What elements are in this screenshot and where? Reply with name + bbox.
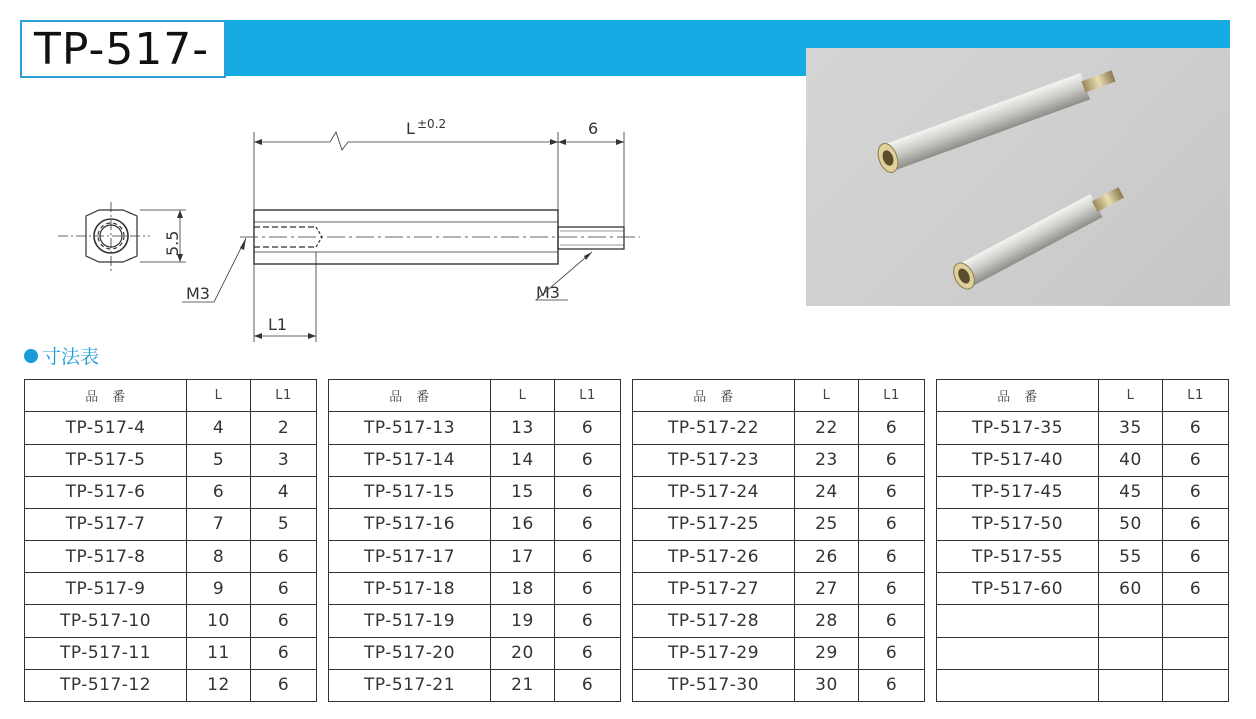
length-L1: 6 [1163,508,1229,540]
length-L: 19 [491,605,555,637]
part-no: TP-517-35 [937,412,1099,444]
header-L1: L1 [251,380,317,412]
part-no: TP-517-22 [633,412,795,444]
part-no: TP-517-29 [633,637,795,669]
length-L: 24 [795,476,859,508]
table-row [937,605,1229,637]
length-L1: 3 [251,444,317,476]
length-L: 17 [491,541,555,573]
thread-left-label: M3 [186,284,210,303]
table-row [25,508,317,540]
length-L: 7 [187,508,251,540]
part-no: TP-517-27 [633,573,795,605]
length-L: 11 [187,637,251,669]
header-part-no: 品 番 [25,380,187,412]
length-L: 16 [491,508,555,540]
table-row [937,476,1229,508]
part-no: TP-517-24 [633,476,795,508]
length-L: 15 [491,476,555,508]
bullet-dot-icon [24,349,38,363]
dimension-table-2 [328,379,621,702]
table-row [937,541,1229,573]
length-L1: 6 [251,573,317,605]
part-no: TP-517-40 [937,444,1099,476]
part-no: TP-517-8 [25,541,187,573]
dimension-table-3 [632,379,925,702]
length-L1: 6 [555,476,621,508]
dim-L-tolerance: ±0.2 [417,117,447,131]
header-L1: L1 [555,380,621,412]
length-L1: 6 [555,637,621,669]
table-row [25,637,317,669]
length-L1: 6 [251,605,317,637]
part-no: TP-517-14 [329,444,491,476]
length-L: 60 [1099,573,1163,605]
part-no: TP-517-6 [25,476,187,508]
technical-drawing [40,110,700,350]
length-L1 [1163,669,1229,701]
length-L: 25 [795,508,859,540]
page-title-text: TP-517- [34,23,210,75]
length-L1: 6 [859,637,925,669]
table-row [633,605,925,637]
header-part-no: 品 番 [633,380,795,412]
length-L: 4 [187,412,251,444]
length-L1: 2 [251,412,317,444]
length-L1: 4 [251,476,317,508]
length-L1: 6 [859,573,925,605]
table-row [937,444,1229,476]
length-L: 5 [187,444,251,476]
length-L1: 6 [1163,444,1229,476]
table-row [633,476,925,508]
part-no: TP-517-28 [633,605,795,637]
length-L: 18 [491,573,555,605]
length-L1: 6 [1163,541,1229,573]
length-L1: 6 [555,573,621,605]
part-no: TP-517-4 [25,412,187,444]
part-no: TP-517-21 [329,669,491,701]
table-row [633,573,925,605]
table-row [937,637,1229,669]
header-L: L [1099,380,1163,412]
product-photo [806,48,1230,306]
table-row [937,508,1229,540]
table-row [633,508,925,540]
part-no [937,605,1099,637]
length-L1: 6 [555,605,621,637]
length-L: 13 [491,412,555,444]
length-L: 8 [187,541,251,573]
table-row [633,412,925,444]
section-title-text: 寸法表 [42,346,100,368]
table-row [25,444,317,476]
dim-6-label: 6 [588,119,599,138]
length-L: 9 [187,573,251,605]
length-L: 23 [795,444,859,476]
dim-55-label: 5.5 [163,230,182,256]
length-L: 30 [795,669,859,701]
length-L1: 6 [1163,412,1229,444]
table-row [633,541,925,573]
length-L1: 6 [859,476,925,508]
table-row [25,412,317,444]
length-L1: 6 [859,508,925,540]
table-row [633,444,925,476]
length-L: 27 [795,573,859,605]
table-row [25,669,317,701]
length-L [1099,669,1163,701]
length-L1: 6 [555,541,621,573]
part-no: TP-517-7 [25,508,187,540]
length-L: 45 [1099,476,1163,508]
part-no: TP-517-19 [329,605,491,637]
length-L1: 6 [251,669,317,701]
table-row [329,508,621,540]
header-L: L [491,380,555,412]
header-L1: L1 [859,380,925,412]
part-no: TP-517-20 [329,637,491,669]
length-L: 40 [1099,444,1163,476]
part-no: TP-517-30 [633,669,795,701]
length-L1 [1163,605,1229,637]
part-no: TP-517-25 [633,508,795,540]
thread-right-label: M3 [536,283,560,302]
length-L: 35 [1099,412,1163,444]
dimension-table-4 [936,379,1229,702]
hex-end-view-icon [58,202,150,272]
part-no: TP-517-9 [25,573,187,605]
part-no [937,637,1099,669]
length-L1: 6 [1163,573,1229,605]
table-row [937,669,1229,701]
part-no: TP-517-16 [329,508,491,540]
table-row [633,637,925,669]
spacer-short-image [949,180,1127,293]
table-row [329,444,621,476]
length-L1: 6 [859,669,925,701]
table-row [25,476,317,508]
dim-L-label: L [406,119,415,138]
length-L: 21 [491,669,555,701]
length-L1: 6 [555,508,621,540]
table-row [25,605,317,637]
header-L: L [187,380,251,412]
length-L: 55 [1099,541,1163,573]
length-L1: 6 [859,444,925,476]
length-L [1099,637,1163,669]
table-row [25,541,317,573]
part-no [937,669,1099,701]
table-row [633,669,925,701]
length-L: 29 [795,637,859,669]
length-L1 [1163,637,1229,669]
spacer-long-image [874,62,1118,175]
part-no: TP-517-50 [937,508,1099,540]
part-no: TP-517-15 [329,476,491,508]
length-L: 20 [491,637,555,669]
length-L1: 6 [859,541,925,573]
header-part-no: 品 番 [329,380,491,412]
section-title [24,342,99,369]
length-L1: 6 [555,669,621,701]
table-row [329,605,621,637]
spacer-side-view-icon [240,210,640,264]
table-row [329,637,621,669]
length-L1: 6 [555,444,621,476]
part-no: TP-517-10 [25,605,187,637]
table-row [329,476,621,508]
length-L: 26 [795,541,859,573]
part-no: TP-517-11 [25,637,187,669]
length-L: 12 [187,669,251,701]
table-row [937,412,1229,444]
table-row [329,541,621,573]
table-row [25,573,317,605]
part-no: TP-517-60 [937,573,1099,605]
length-L: 22 [795,412,859,444]
header-L: L [795,380,859,412]
length-L1: 6 [555,412,621,444]
part-no: TP-517-12 [25,669,187,701]
length-L1: 6 [859,605,925,637]
header-part-no: 品 番 [937,380,1099,412]
length-L: 10 [187,605,251,637]
part-no: TP-517-18 [329,573,491,605]
part-no: TP-517-26 [633,541,795,573]
part-no: TP-517-23 [633,444,795,476]
dimension-table-1 [24,379,317,702]
part-no: TP-517-17 [329,541,491,573]
length-L1: 6 [251,541,317,573]
length-L1: 6 [859,412,925,444]
length-L: 50 [1099,508,1163,540]
part-no: TP-517-55 [937,541,1099,573]
table-row [329,573,621,605]
table-row [329,412,621,444]
part-no: TP-517-45 [937,476,1099,508]
dim-L1-label: L1 [268,315,288,334]
length-L [1099,605,1163,637]
length-L1: 6 [251,637,317,669]
length-L: 28 [795,605,859,637]
length-L: 6 [187,476,251,508]
length-L1: 6 [1163,476,1229,508]
part-no: TP-517-5 [25,444,187,476]
table-row [937,573,1229,605]
part-no: TP-517-13 [329,412,491,444]
length-L1: 5 [251,508,317,540]
header-L1: L1 [1163,380,1229,412]
page-title [20,20,226,78]
table-row [329,669,621,701]
length-L: 14 [491,444,555,476]
